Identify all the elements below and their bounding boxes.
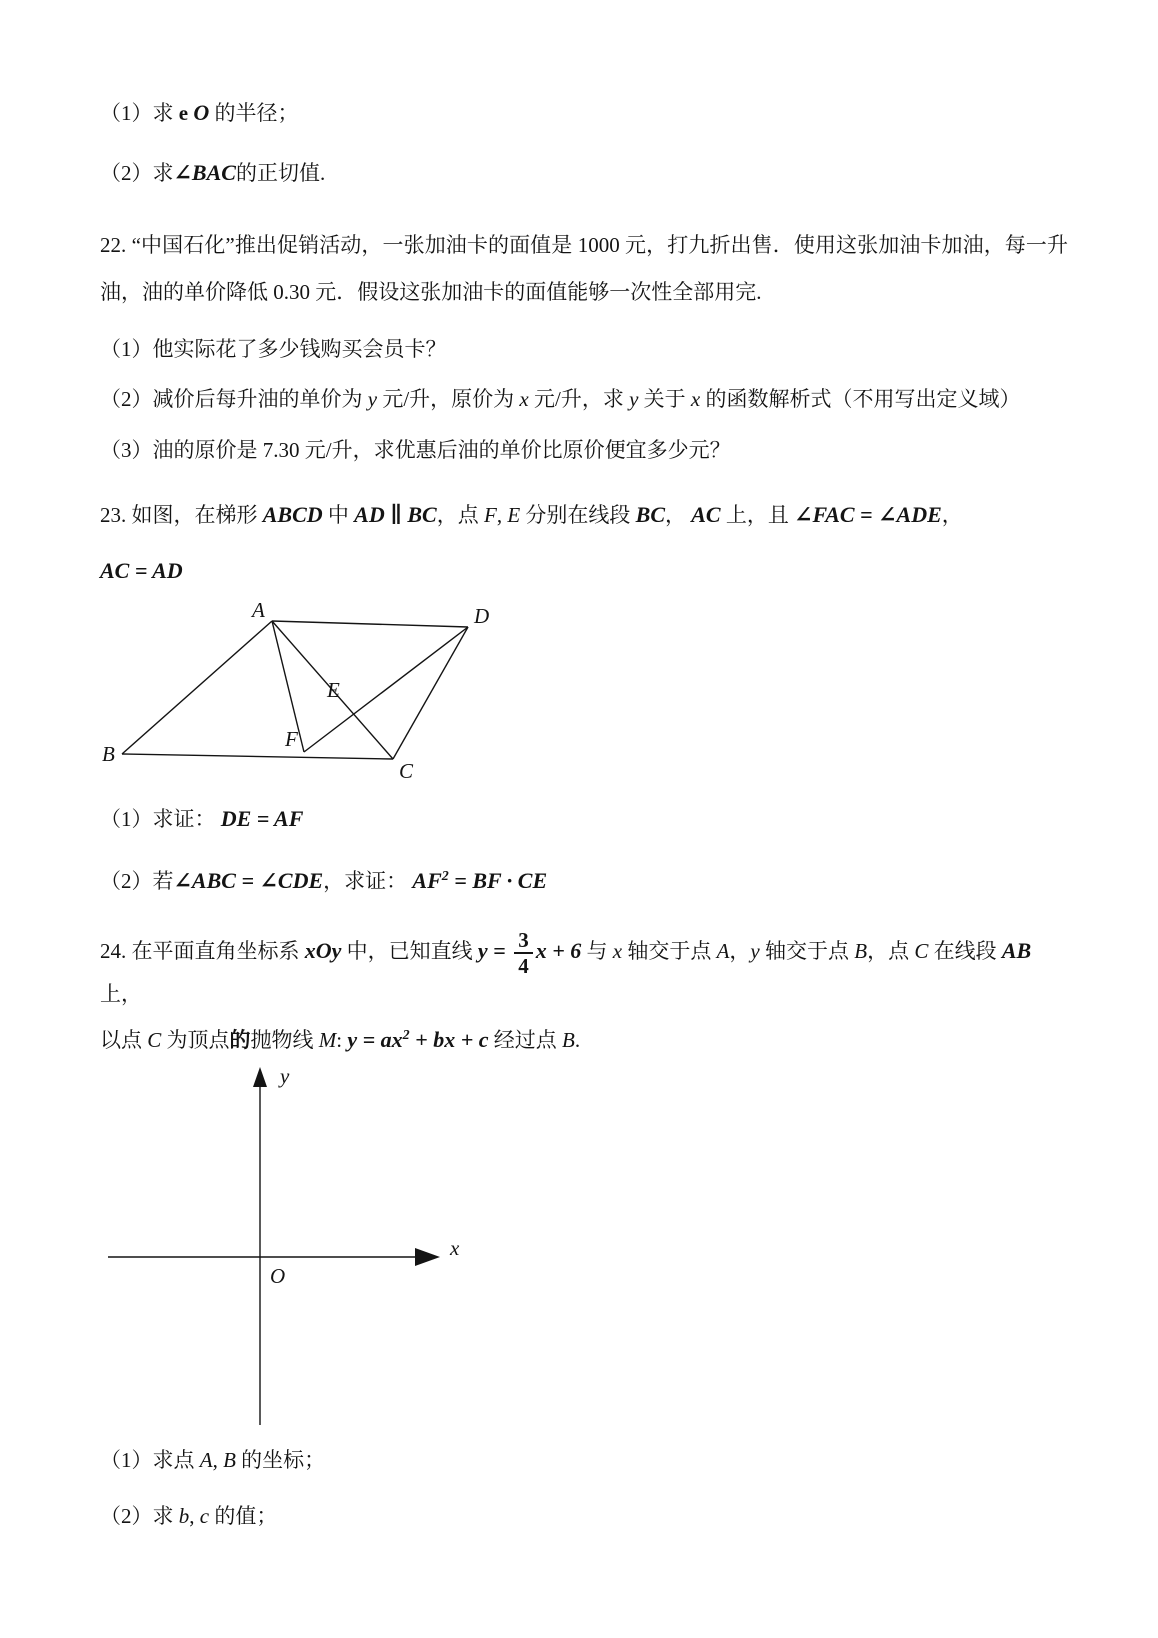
side-ab	[122, 621, 272, 754]
x-axis-arrowhead	[415, 1248, 440, 1266]
point-label-e: E	[327, 677, 340, 702]
fraction: $\frac{3}{4}$	[514, 928, 533, 978]
vertex-label-c: C	[399, 758, 414, 783]
coordinate-axes-figure	[100, 1065, 580, 1430]
coordinate-axes-figure-container	[100, 1065, 1068, 1436]
vertex-label-d: D	[474, 603, 490, 628]
problem24-part1: （1）求点 A, B 的坐标；	[100, 1447, 326, 1472]
trapezoid-figure-container	[100, 599, 1068, 790]
problem21-part2: （2）求∠BAC的正切值.	[100, 160, 326, 186]
problem24-intro-line1: 24. 在平面直角坐标系 xOy 中，已知直线 y = $\frac{3}{4}$ x + 6 与 x 轴交于点 A，y 轴交于点 B，点 C 在线段 AB 上，	[100, 927, 1032, 1006]
origin-label: O	[270, 1263, 286, 1288]
trapezoid-figure	[100, 599, 540, 784]
point-label-f: F	[285, 726, 298, 751]
axis-label-x: x	[450, 1235, 460, 1260]
problem21-part1: （1）求 e O 的半径；	[100, 100, 299, 125]
problem24-intro-line2: 以点 C 为顶点的抛物线 M: $y = ax^2$ + bx + c 经过点 B.	[100, 1026, 581, 1052]
side-cd	[393, 627, 468, 759]
problem24-part2: （2）求 b, c 的值；	[100, 1504, 278, 1529]
side-ad	[272, 621, 468, 627]
y-axis-arrowhead	[253, 1067, 267, 1087]
problem22-part1: （1）他实际花了多少钱购买会员卡？	[100, 336, 447, 361]
problem22-part2: （2）减价后每升油的单价为 y 元/升，原价为 x 元/升，求 y 关于 x 的函数解析式（不用写出定义域）	[100, 387, 1021, 412]
vertex-label-b: B	[102, 741, 115, 766]
problem23-part1: （1）求证： DE = AF	[100, 805, 304, 831]
problem23-intro: 23. 如图，在梯形 ABCD 中 AD ∥ BC，点 F, E 分别在线段 BC， AC 上，且 ∠FAC = ∠ADE，	[100, 502, 963, 528]
problem22-intro: 22. “中国石化”推出促销活动，一张加油卡的面值是 1000 元，打九折出售．使用这张加油卡加油，每一升油，油的单价降低 0.30 元．假设这张加油卡的面值能够一次性全部用完.	[100, 233, 1068, 305]
problem22-part3: （3）油的原价是 7.30 元/升，求优惠后油的单价比原价便宜多少元？	[100, 437, 731, 462]
problem23-part2: （2）若∠ABC = ∠CDE，求证： $AF^2$ = BF · CE	[100, 867, 548, 893]
problem23-condition: AC = AD	[100, 558, 183, 584]
axis-label-y: y	[280, 1064, 290, 1088]
side-bc	[122, 754, 393, 759]
vertex-label-a: A	[252, 598, 265, 622]
